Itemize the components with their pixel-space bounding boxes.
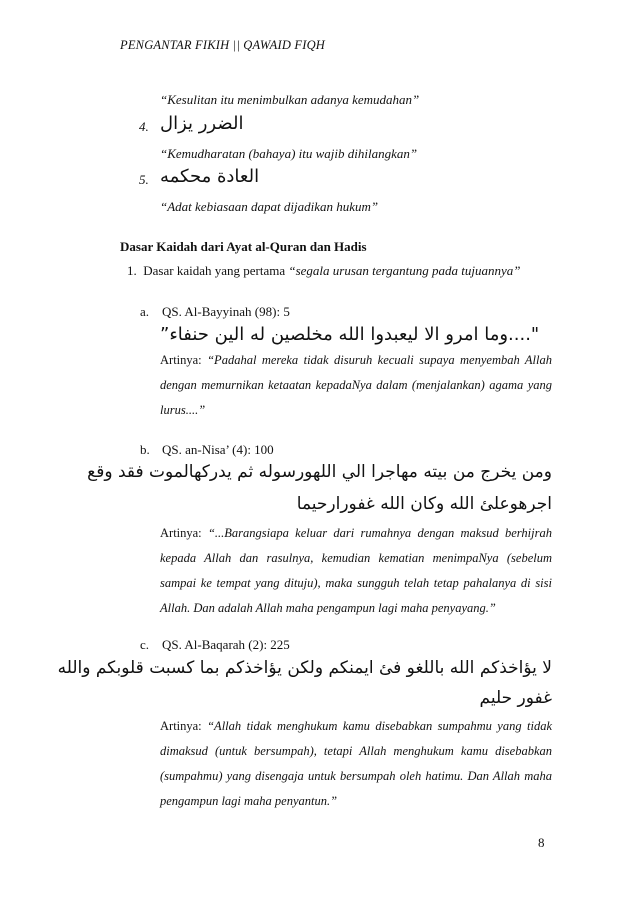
verse-b-artinya bbox=[160, 521, 552, 621]
verse-c-artinya-label: Artinya: bbox=[160, 719, 202, 733]
page-number: 8 bbox=[538, 835, 545, 850]
verse-c-arabic-line-2: غفور حليم bbox=[479, 688, 552, 708]
section-heading: Dasar Kaidah dari Ayat al-Quran dan Hadis bbox=[120, 239, 367, 254]
verse-c-ref: QS. Al-Baqarah (2): 225 bbox=[162, 637, 290, 652]
item-1 bbox=[127, 263, 520, 279]
rule-3-translation: “Kesulitan itu menimbulkan adanya kemudahan” bbox=[160, 92, 420, 107]
verse-b-ref: QS. an-Nisa’ (4): 100 bbox=[162, 442, 274, 457]
verse-b-artinya-label: Artinya: bbox=[160, 526, 202, 540]
verse-c-letter: c. bbox=[140, 637, 150, 652]
verse-a-artinya-text: “Padahal mereka tidak disuruh kecuali supaya menyembah Allah dengan memurnikan ketaatan kepadaNya dalam (menjalankan) agama yang lurus....” bbox=[160, 353, 553, 417]
verse-b-artinya-text: “...Barangsiapa keluar dari rumahnya dengan maksud berhijrah kepada Allah dan rasulnya, kemudian kematian menimpaNya (sebelum sampai ke tempat yang dituju), maka sungguh telah tetap pahalanya di sisi Allah. Dan adalah Allah maha pengampun lagi maha penyayang.” bbox=[160, 526, 552, 615]
verse-a-artinya bbox=[160, 348, 552, 423]
rule-4-translation: “Kemudharatan (bahaya) itu wajib dihilangkan” bbox=[160, 146, 418, 161]
verse-a-arabic: "....وما امرو الا ليعبدوا الله مخلصين له الين حنفاء” bbox=[160, 324, 540, 345]
rule-5-number: 5. bbox=[139, 172, 149, 187]
verse-a-artinya-label: Artinya: bbox=[160, 353, 202, 367]
verse-c-artinya bbox=[160, 714, 552, 814]
rule-4-number: 4. bbox=[139, 119, 149, 134]
verse-c-artinya-text: “Allah tidak menghukum kamu disebabkan sumpahmu yang tidak dimaksud (untuk bersumpah), tetapi Allah menghukum kamu disebabkan (sumpahmu) yang disengaja untuk bersumpah oleh hatimu. Dan Allah maha pengampun lagi maha penyantun.” bbox=[160, 719, 553, 808]
verse-c-arabic-line-1: لا يؤاخذكم الله باللغو فئ ايمنكم ولكن يؤاخذكم بما كسبت قلوبكم والله bbox=[57, 658, 552, 678]
item-1-text: Dasar kaidah yang pertama bbox=[143, 263, 286, 278]
rule-5-arabic: العادة محكمه bbox=[160, 166, 260, 187]
verse-b-arabic-line-1: ومن يخرج من بيته مهاجرا الي اللهورسوله ثم يدركهالموت فقد وقع bbox=[87, 462, 552, 482]
page-header: PENGANTAR FIKIH || QAWAID FIQH bbox=[120, 38, 326, 52]
verse-b-letter: b. bbox=[140, 442, 150, 457]
verse-a-letter: a. bbox=[140, 304, 150, 319]
item-1-number: 1. bbox=[127, 263, 137, 278]
rule-4-arabic: الضرر يزال bbox=[160, 113, 244, 134]
verse-a-ref: QS. Al-Bayyinah (98): 5 bbox=[162, 304, 290, 319]
item-1-quote: “segala urusan tergantung pada tujuannya” bbox=[288, 263, 521, 278]
rule-5-translation: “Adat kebiasaan dapat dijadikan hukum” bbox=[160, 199, 379, 214]
verse-b-arabic-line-2: اجرهوعلئ الله وكان الله غفورارحيما bbox=[296, 494, 552, 514]
